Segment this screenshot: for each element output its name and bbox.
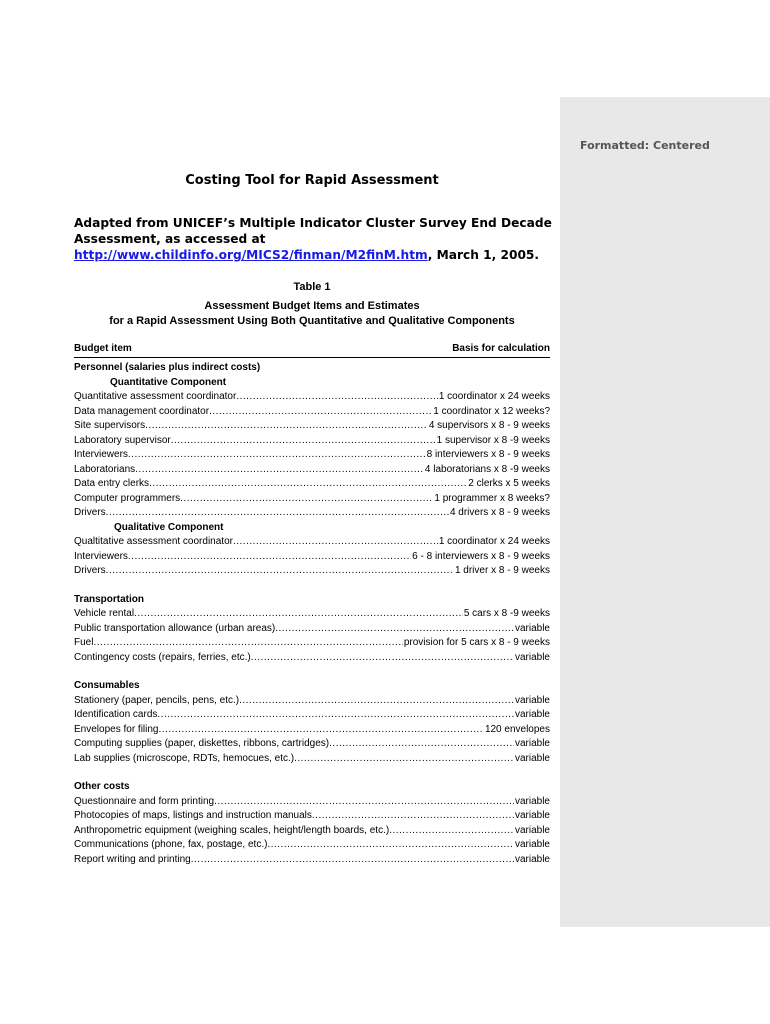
budget-item-label: Interviewers [74, 550, 128, 562]
basis-value: variable [514, 709, 550, 720]
dot-leader [209, 405, 432, 420]
budget-row [74, 723, 550, 738]
table-caption-line-2: for a Rapid Assessment Using Both Quantitative and Qualitative Components [109, 315, 515, 327]
budget-item-label: Vehicle rental [74, 608, 135, 619]
budget-row [74, 492, 550, 507]
budget-row [74, 636, 550, 651]
basis-value: 6 - 8 interviewers x 8 - 9 weeks [412, 550, 550, 562]
basis-value: variable [514, 651, 550, 663]
header-budget-item: Budget item [74, 343, 132, 354]
quantitative-component-title: Quantitative Component [110, 376, 227, 388]
qualitative-component-title: Qualitative Component [114, 521, 224, 533]
budget-row [74, 434, 550, 449]
basis-value: 2 clerks x 5 weeks [468, 478, 550, 489]
budget-row [74, 419, 550, 434]
dot-leader [329, 737, 514, 752]
budget-row [74, 390, 550, 405]
dot-leader [135, 463, 424, 478]
other-costs-items [74, 795, 550, 868]
comment-pane [560, 97, 770, 927]
dot-leader [145, 419, 428, 434]
dot-leader [128, 448, 426, 463]
basis-value: variable [514, 824, 550, 836]
basis-value: 1 coordinator x 12 weeks? [433, 405, 550, 417]
budget-row [74, 564, 550, 579]
basis-value: 4 drivers x 8 - 9 weeks [449, 507, 550, 518]
budget-row [74, 853, 550, 868]
budget-item-label: Site supervisors [74, 420, 146, 431]
budget-row [74, 708, 550, 723]
section-other-costs-title: Other costs [74, 781, 130, 792]
dot-leader [294, 752, 514, 767]
budget-item-label: Drivers [74, 565, 106, 576]
budget-row [74, 463, 550, 478]
spacer [74, 766, 550, 780]
comment-balloon-text: Formatted: Centered [580, 139, 710, 152]
budget-row [74, 809, 550, 824]
budget-item-label: Report writing and printing [74, 853, 191, 865]
dot-leader [128, 550, 411, 565]
source-note-line-1: Adapted from UNICEF’s Multiple Indicator Cluster Survey End Decade [74, 216, 552, 230]
dot-leader [106, 564, 454, 579]
section-personnel-title: Personnel (salaries plus indirect costs) [74, 362, 261, 373]
transportation-items [74, 607, 550, 665]
basis-value: variable [514, 738, 550, 749]
budget-item-label: Computer programmers [74, 492, 181, 504]
basis-value: variable [514, 752, 550, 764]
qualitative-items [74, 535, 550, 579]
budget-list [74, 361, 550, 867]
dot-leader [191, 853, 514, 868]
table-label: Table 1 [293, 281, 331, 293]
budget-item-label: Contingency costs (repairs, ferries, etc.) [74, 651, 251, 663]
source-note-line-3 [74, 247, 552, 263]
basis-value: variable [514, 853, 550, 865]
budget-item-label: Photocopies of maps, listings and instruction manuals [74, 810, 312, 821]
header-basis: Basis for calculation [452, 343, 550, 354]
basis-value: 5 cars x 8 -9 weeks [463, 608, 550, 619]
table-header [74, 342, 550, 358]
basis-value: variable [514, 622, 550, 634]
dot-leader [251, 651, 514, 666]
table-caption-line-1: Assessment Budget Items and Estimates [204, 300, 420, 312]
budget-item-label: Computing supplies (paper, diskettes, ribbons, cartridges) [74, 738, 330, 749]
budget-row [74, 477, 550, 492]
basis-value: 4 laboratorians x 8 -9 weeks [424, 463, 550, 475]
budget-item-label: Laboratory supervisor [74, 434, 171, 446]
dot-leader [239, 694, 514, 709]
budget-item-label: Envelopes for filing [74, 723, 159, 735]
budget-item-label: Lab supplies (microscope, RDTs, hemocues, etc.) [74, 752, 295, 764]
budget-row [74, 694, 550, 709]
basis-value: 1 coordinator x 24 weeks [438, 391, 550, 402]
budget-item-label: Communications (phone, fax, postage, etc.) [74, 839, 268, 850]
basis-value: 4 supervisors x 8 - 9 weeks [428, 420, 550, 431]
budget-row [74, 824, 550, 839]
spacer [74, 579, 550, 593]
source-date: , March 1, 2005. [427, 248, 540, 262]
source-note [74, 215, 552, 263]
budget-row [74, 651, 550, 666]
basis-value: 8 interviewers x 8 - 9 weeks [426, 449, 550, 460]
dot-leader [267, 838, 514, 853]
basis-value: 1 supervisor x 8 -9 weeks [436, 434, 550, 446]
basis-value: variable [514, 839, 550, 850]
quantitative-items [74, 390, 550, 521]
dot-leader [157, 708, 514, 723]
dot-leader [180, 492, 433, 507]
basis-value: provision for 5 cars x 8 - 9 weeks [403, 637, 550, 648]
budget-item-label: Public transportation allowance (urban areas) [74, 622, 276, 634]
budget-item-label: Interviewers [74, 449, 128, 460]
budget-item-label: Drivers [74, 507, 106, 518]
dot-leader [275, 622, 514, 637]
basis-value: 1 coordinator x 24 weeks [438, 536, 550, 547]
budget-row [74, 535, 550, 550]
budget-row [74, 506, 550, 521]
dot-leader [214, 795, 514, 810]
source-note-line-2: Assessment, as accessed at [74, 232, 266, 246]
document-title: Costing Tool for Rapid Assessment [185, 173, 439, 188]
dot-leader [236, 390, 438, 405]
budget-item-label: Data management coordinator [74, 405, 210, 417]
budget-item-label: Stationery (paper, pencils, pens, etc.) [74, 694, 240, 706]
dot-leader [312, 809, 514, 824]
basis-value: 120 envelopes [484, 723, 550, 735]
budget-item-label: Quantitative assessment coordinator [74, 391, 237, 402]
basis-value: variable [514, 694, 550, 706]
dot-leader [134, 607, 463, 622]
budget-row [74, 752, 550, 767]
budget-item-label: Anthropometric equipment (weighing scales, height/length boards, etc.) [74, 824, 390, 836]
basis-value: 1 driver x 8 - 9 weeks [454, 565, 550, 576]
budget-row [74, 405, 550, 420]
budget-row [74, 838, 550, 853]
budget-row [74, 737, 550, 752]
spacer [74, 665, 550, 679]
dot-leader [389, 824, 514, 839]
dot-leader [159, 723, 484, 738]
section-consumables-title: Consumables [74, 680, 140, 691]
budget-row [74, 622, 550, 637]
budget-item-label: Fuel [74, 637, 94, 648]
budget-item-label: Data entry clerks [74, 478, 150, 489]
budget-row [74, 795, 550, 810]
dot-leader [171, 434, 436, 449]
dot-leader [106, 506, 449, 521]
dot-leader [149, 477, 467, 492]
budget-row [74, 607, 550, 622]
budget-item-label: Questionnaire and form printing [74, 795, 215, 807]
basis-value: variable [514, 810, 550, 821]
source-link[interactable]: http://www.childinfo.org/MICS2/finman/M2finM.htm [74, 248, 428, 262]
budget-item-label: Qualtitative assessment coordinator [74, 536, 233, 547]
budget-row [74, 550, 550, 565]
dot-leader [93, 636, 402, 651]
budget-item-label: Identification cards [74, 709, 158, 720]
budget-row [74, 448, 550, 463]
basis-value: variable [514, 795, 550, 807]
budget-item-label: Laboratorians [74, 463, 136, 475]
basis-value: 1 programmer x 8 weeks? [434, 492, 550, 504]
consumables-items [74, 694, 550, 767]
table-caption [74, 299, 550, 329]
section-transportation-title: Transportation [74, 593, 145, 605]
dot-leader [233, 535, 438, 550]
